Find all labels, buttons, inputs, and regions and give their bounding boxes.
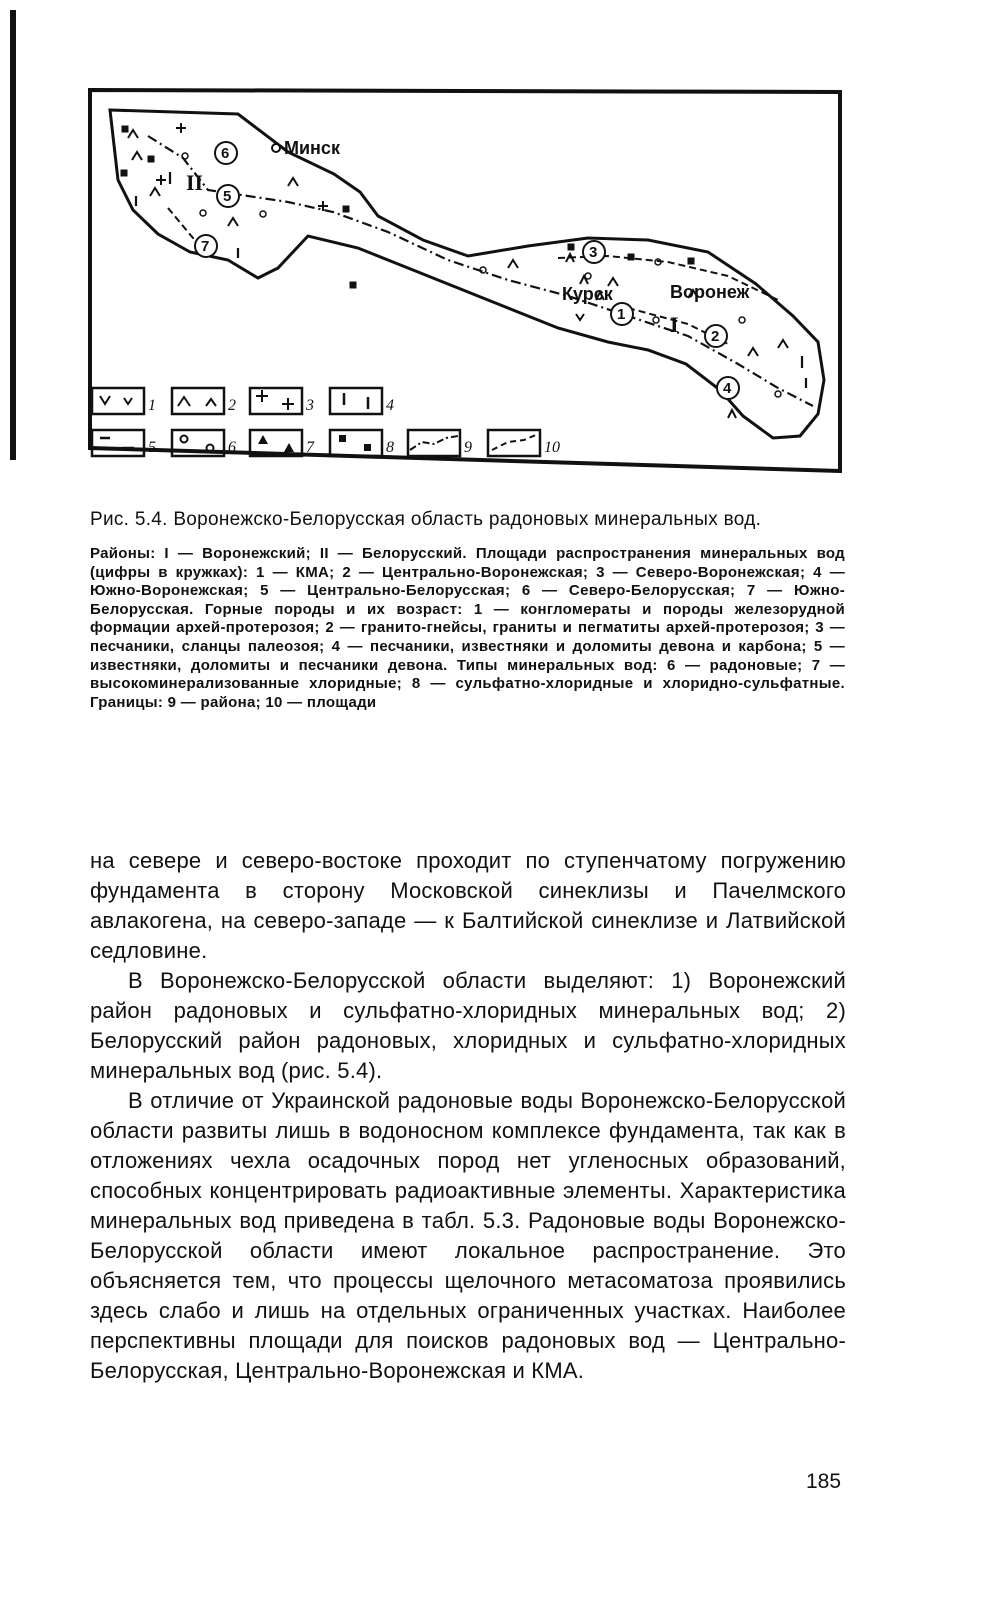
label-kursk: Курск <box>562 284 613 304</box>
paragraph-2: В Воронежско-Белорусской области выделяют: 1) Воронежский район радоновых и сульфатно-хлоридных минеральных вод; 2) Белорусский район радоновых, хлоридных и сульфатно-хлоридных минеральных вод (рис. 5.4). <box>90 968 846 1083</box>
area-marker-4 <box>717 377 739 399</box>
legend-number-4: 4 <box>386 397 394 414</box>
page-number: 185 <box>806 1470 842 1493</box>
area-number-2: 2 <box>711 328 720 345</box>
scan-edge-bar <box>10 10 16 460</box>
legend-number-6: 6 <box>228 439 236 456</box>
body-text <box>90 846 846 1386</box>
label-minsk: Минск <box>284 138 340 158</box>
region-label-i: I <box>670 312 679 337</box>
legend-number-3: 3 <box>306 397 314 414</box>
label-voronezh: Воронеж <box>670 282 750 302</box>
legend-number-9: 9 <box>464 439 472 456</box>
legend-item-5 <box>92 430 156 456</box>
paragraph-1: на севере и северо-востоке проходит по ступенчатому погружению фундамента в сторону Московской синеклизы и Пачелмского авлакогена, на северо-западе — к Балтийской синеклизе и Латвийской седловине. <box>90 848 846 963</box>
area-marker-7 <box>195 235 217 257</box>
area-number-3: 3 <box>589 244 598 261</box>
minsk-city-marker <box>272 144 280 152</box>
caption-title: Рис. 5.4. Воронежско-Белорусская область радоновых минеральных вод. <box>90 509 762 530</box>
legend-item-4 <box>330 388 394 414</box>
area-number-1: 1 <box>617 306 626 323</box>
area-marker-2 <box>705 325 727 347</box>
legend-item-10 <box>488 430 560 456</box>
caption-legend: Районы: I — Воронежский; II — Белорусский. Площади распространения минеральных вод (цифры в кружках): 1 — КМА; 2 — Центрально-Воронежская; 3 — Северо-Воронежская; 4 — Южно-Воронежская; 5 — Центрально-Белорусская; 6 — Северо-Белорусская; 7 — Южно-Белорусская. Горные породы и их возраст: 1 — конгломераты и породы железорудной формации архей-протерозоя; 2 — гранито-гнейсы, граниты и пегматиты архей-протерозоя; 3 — песчаники, сланцы палеозоя; 4 — песчаники, известняки и доломиты девона и карбона; 5 — известняки, доломиты и песчаники девона. Типы минеральных вод: 6 — радоновые; 7 — высокоминерализованные хлоридные; 8 — сульфатно-хлоридные и хлоридно-сульфатные. Границы: 9 — района; 10 — площади <box>90 545 845 711</box>
map-svg <box>88 88 843 473</box>
paragraph-3: В отличие от Украинской радоновые воды Воронежско-Белорусской области развиты лишь в водоносном комплексе фундамента, так как в отложениях чехла осадочных пород нет угленосных образований, способных концентрировать радиоактивные элементы. Характеристика минеральных вод приведена в табл. 5.3. Радоновые воды Воронежско-Белорусской области имеют локальное распространение. Это объясняется тем, что процессы щелочного метасоматоза проявились здесь слабо и лишь на отдельных ограниченных участках. Наиболее перспективны площади для поисков радоновых вод — Центрально-Белорусская, Центрально-Воронежская и КМА. <box>90 1088 846 1383</box>
area-marker-3 <box>583 241 605 263</box>
figure-map <box>88 88 843 473</box>
legend-number-8: 8 <box>386 439 394 456</box>
legend-number-7: 7 <box>306 439 314 456</box>
legend-number-5: 5 <box>148 439 156 456</box>
legend-item-2 <box>172 388 236 414</box>
legend-number-2: 2 <box>228 397 236 414</box>
figure-caption <box>90 508 845 712</box>
legend-item-3 <box>250 388 314 414</box>
area-number-7: 7 <box>201 238 210 255</box>
legend-number-1: 1 <box>148 397 156 414</box>
legend-item-1 <box>92 388 156 414</box>
area-marker-6 <box>215 142 237 164</box>
area-marker-5 <box>217 185 239 207</box>
area-number-4: 4 <box>723 380 732 397</box>
region-label-ii: II <box>186 170 204 195</box>
area-marker-1 <box>611 303 633 325</box>
legend-item-8 <box>330 430 394 456</box>
legend-row-1 <box>92 388 394 414</box>
area-number-5: 5 <box>223 188 232 205</box>
legend-item-9 <box>408 430 472 456</box>
area-number-6: 6 <box>221 145 230 162</box>
legend-number-10: 10 <box>544 439 560 456</box>
